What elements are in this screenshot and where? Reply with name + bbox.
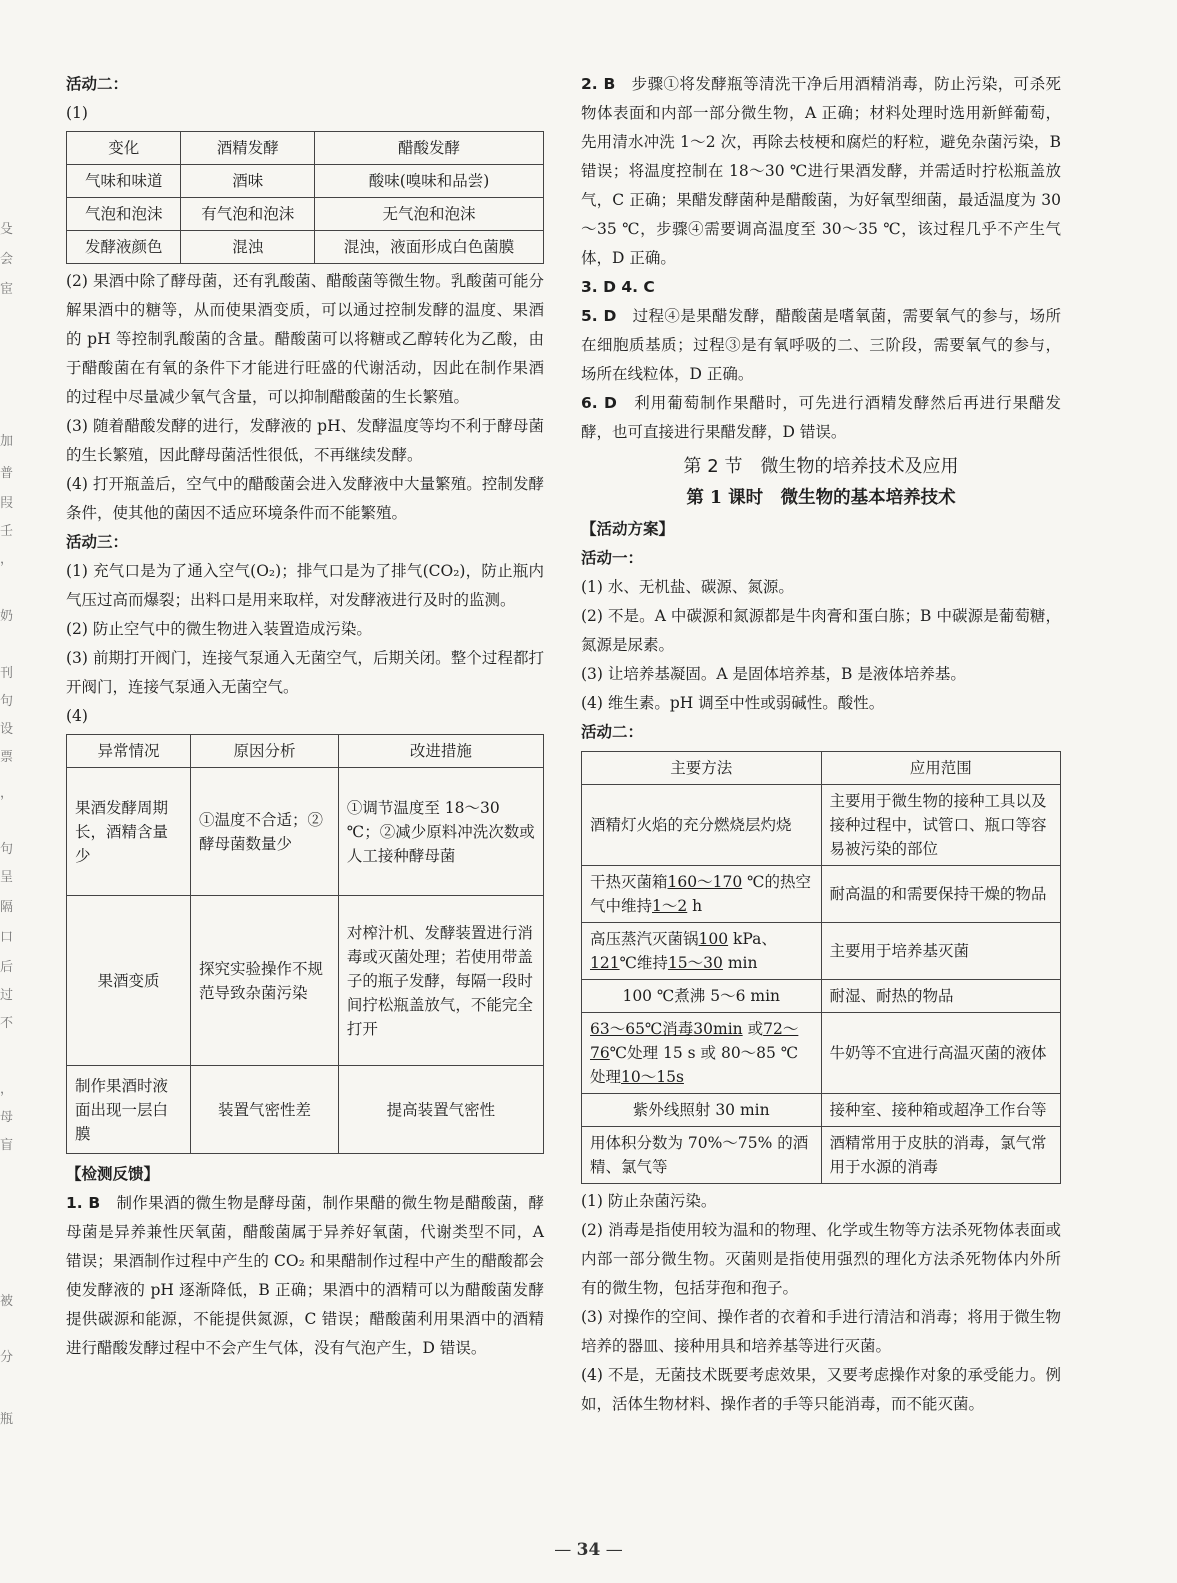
table-cell: 有气泡和泡沫 — [181, 198, 315, 231]
section-title: 第 2 节 微生物的培养技术及应用 — [683, 456, 959, 477]
edge-fragment: 会 — [0, 252, 14, 267]
edge-fragment: 句 — [0, 842, 14, 857]
table-header-cell: 应用范围 — [821, 752, 1061, 785]
table-cell: 气泡和泡沫 — [67, 198, 181, 231]
cell-text: ℃的热空气中维持 — [590, 873, 811, 915]
activity-three-heading: 活动三： — [66, 533, 129, 551]
answer-paragraph: 3. D 4. C — [581, 278, 655, 296]
table-cell: 酒精灯火焰的充分燃烧层灼烧 — [582, 785, 822, 866]
table-cell: 果酒变质 — [67, 896, 191, 1066]
answer-paragraph: (3) 随着醋酸发酵的进行，发酵液的 pH、发酵温度等均不利于酵母菌的生长繁殖，因此酵母菌活性很低，不再继续发酵。 — [66, 417, 544, 464]
table-cell — [582, 1013, 822, 1094]
cell-text: kPa、 — [728, 930, 777, 948]
answer-paragraph: (3) 前期打开阀门，连接气泵通入无菌空气，后期关闭。整个过程都打开阀门，连接气泵通入无菌空气。 — [66, 649, 544, 696]
edge-fragment: 被 — [0, 1294, 14, 1309]
fermentation-comparison-table — [66, 131, 544, 264]
edge-fragment: 后 — [0, 960, 14, 975]
table-row — [582, 1013, 1061, 1094]
table-cell: 耐高温的和需要保持干燥的物品 — [821, 866, 1061, 923]
table-row — [67, 896, 544, 1066]
table-cell: 无气泡和泡沫 — [315, 198, 544, 231]
table-row — [67, 768, 544, 896]
answer-paragraph: (4) 不是，无菌技术既要考虑效果，又要考虑操作对象的承受能力。例如，活体生物材料、操作者的手等只能消毒，而不能灭菌。 — [581, 1366, 1061, 1413]
table-cell: 酸味(嗅味和品尝) — [315, 165, 544, 198]
table-cell: 酒味 — [181, 165, 315, 198]
table-row — [67, 165, 544, 198]
plan-heading: 【活动方案】 — [581, 520, 675, 538]
sterilization-methods-table — [581, 751, 1061, 1184]
answer-paragraph: (1) 水、无机盐、碳源、氮源。 — [581, 578, 794, 596]
fill-blank: 100 — [698, 930, 729, 948]
table-cell: ①温度不合适；②酵母菌数量少 — [191, 768, 339, 896]
activity-two-heading: 活动二： — [66, 75, 129, 93]
table-header-cell: 原因分析 — [191, 735, 339, 768]
table-cell: 果酒发酵周期长，酒精含量少 — [67, 768, 191, 896]
table-cell — [582, 923, 822, 980]
answer-paragraph — [66, 1189, 544, 1363]
edge-fragment: ， — [0, 552, 14, 567]
table-header-row — [67, 735, 544, 768]
edge-fragment: 母 — [0, 1110, 14, 1125]
edge-fragment: 口 — [0, 930, 14, 945]
table-row — [582, 1094, 1061, 1127]
cell-text: ℃维持 — [619, 954, 668, 972]
activity-one-heading: 活动一： — [581, 549, 644, 567]
fill-blank: 121 — [590, 954, 620, 972]
table-cell: 100 ℃煮沸 5～6 min — [582, 980, 822, 1013]
cell-text: ℃处理 15 s 或 80～85 ℃处理 — [590, 1044, 799, 1086]
answer-text: 利用葡萄制作果醋时，可先进行酒精发酵然后再进行果醋发酵，也可直接进行果醋发酵，D 错误。 — [581, 394, 1061, 441]
table-row — [582, 866, 1061, 923]
cell-text: 高压蒸汽灭菌锅 — [590, 930, 699, 948]
table-row — [582, 923, 1061, 980]
question-label: (4) — [66, 707, 88, 725]
edge-fragment: 壬 — [0, 524, 14, 539]
answer-paragraph — [581, 70, 1061, 273]
table-row — [582, 1127, 1061, 1184]
answer-paragraph — [581, 389, 1061, 447]
table-header-row — [582, 752, 1061, 785]
edge-fragment: 句 — [0, 694, 14, 709]
troubleshooting-table — [66, 734, 544, 1154]
answer-paragraph: (1) 防止杂菌污染。 — [581, 1192, 717, 1210]
edge-fragment: 设 — [0, 722, 14, 737]
edge-fragment: ， — [0, 786, 14, 801]
table-cell: 气味和味道 — [67, 165, 181, 198]
answer-text: 制作果酒的微生物是酵母菌，制作果醋的微生物是醋酸菌，酵母菌是异养兼性厌氧菌，醋酸菌属于异养好氧菌，代谢类型不同，A 错误；果酒制作过程中产生的 CO₂ 和果醋制作过程中产生的醋酸都会使发酵液的 pH 逐渐降低，B 正确；果酒中的酒精可以为醋酸菌发酵提供碳源和能源，不能提供氮源，C 错误；醋酸菌利用果酒中的酒精进行醋酸发酵过程中不会产生气体，没有气泡产生，D 错误。 — [66, 1194, 544, 1357]
edge-fragment: 奶 — [0, 609, 14, 624]
cell-text: 或 — [742, 1020, 764, 1038]
table-header-cell: 醋酸发酵 — [315, 132, 544, 165]
answer-number: 6. D — [581, 394, 617, 412]
table-cell: 提高装置气密性 — [338, 1066, 543, 1154]
answer-paragraph: (2) 不是。A 中碳源和氮源都是牛肉膏和蛋白胨；B 中碳源是葡萄糖，氮源是尿素。 — [581, 607, 1061, 654]
edge-fragment: 殳 — [0, 222, 14, 237]
answer-text: 步骤①将发酵瓶等清洗干净后用酒精消毒，防止污染，可杀死物体表面和内部一部分微生物，A 正确；材料处理时选用新鲜葡萄，先用清水冲洗 1～2 次，再除去枝梗和腐烂的籽粒，避免杂菌污染，B 错误；将温度控制在 18～30 ℃进行果酒发酵，并需适时拧松瓶盖放气，C 正确；果醋发酵菌种是醋酸菌，为好氧型细菌，最适温度为 30～35 ℃，步骤④需要调高温度至 30～35 ℃，该过程几乎不产生气体，D 正确。 — [581, 75, 1061, 267]
fill-blank: 160～170 — [667, 873, 743, 891]
fill-blank: 63～65℃消毒 — [590, 1020, 694, 1038]
table-header-cell: 变化 — [67, 132, 181, 165]
table-cell: 发酵液颜色 — [67, 231, 181, 264]
fill-blank: 15～30 — [667, 954, 723, 972]
table-cell: 耐湿、耐热的物品 — [821, 980, 1061, 1013]
table-cell — [582, 866, 822, 923]
table-cell: 混浊 — [181, 231, 315, 264]
answer-paragraph: (4) 打开瓶盖后，空气中的醋酸菌会进入发酵液中大量繁殖。控制发酵条件，使其他的菌因不适应环境条件而不能繁殖。 — [66, 475, 544, 522]
table-row — [67, 231, 544, 264]
table-header-cell: 主要方法 — [582, 752, 822, 785]
edge-fragment: 盲 — [0, 1138, 14, 1153]
answer-paragraph: (1) 充气口是为了通入空气(O₂)；排气口是为了排气(CO₂)，防止瓶内气压过高而爆裂；出料口是用来取样，对发酵液进行及时的监测。 — [66, 562, 544, 609]
table-row — [582, 785, 1061, 866]
fill-blank: 1～2 — [652, 897, 688, 915]
cell-text: h — [687, 897, 703, 915]
table-cell: 酒精常用于皮肤的消毒，氯气常用于水源的消毒 — [821, 1127, 1061, 1184]
table-cell: ①调节温度至 18～30 ℃；②减少原料冲洗次数或人工接种酵母菌 — [338, 768, 543, 896]
answer-text: 过程④是果醋发酵，醋酸菌是嗜氧菌，需要氧气的参与，场所在细胞质基质；过程③是有氧呼吸的二、三阶段，需要氧气的参与，场所在线粒体，D 正确。 — [581, 307, 1061, 383]
answer-paragraph: (2) 防止空气中的微生物进入装置造成污染。 — [66, 620, 372, 638]
answer-paragraph: (2) 果酒中除了酵母菌，还有乳酸菌、醋酸菌等微生物。乳酸菌可能分解果酒中的糖等，从而使果酒变质，可以通过控制发酵的温度、果酒的 pH 等控制乳酸菌的含量。醋酸菌可以将糖或乙醇转化为乙酸，由于醋酸菌在有氧的条件下才能进行旺盛的代谢活动，因此在制作果酒的过程中尽量减少氧气含量，可以抑制醋酸菌的生长繁殖。 — [66, 272, 544, 406]
table-cell: 牛奶等不宜进行高温灭菌的液体 — [821, 1013, 1061, 1094]
left-column — [66, 70, 544, 1363]
edge-fragment: 隔 — [0, 900, 14, 915]
table-cell: 主要用于培养基灭菌 — [821, 923, 1061, 980]
answer-number: 1. B — [66, 1194, 101, 1212]
edge-fragment: 分 — [0, 1350, 14, 1365]
edge-fragment: 票 — [0, 750, 14, 765]
table-cell: 对榨汁机、发酵装置进行消毒或灭菌处理；若使用带盖子的瓶子发酵，每隔一段时间拧松瓶盖放气，不能完全打开 — [338, 896, 543, 1066]
table-header-cell: 酒精发酵 — [181, 132, 315, 165]
table-cell: 用体积分数为 70%～75% 的酒精、氯气等 — [582, 1127, 822, 1184]
answer-paragraph: (4) 维生素。pH 调至中性或弱碱性。酸性。 — [581, 694, 885, 712]
table-cell: 制作果酒时液面出现一层白膜 — [67, 1066, 191, 1154]
answer-paragraph: (3) 对操作的空间、操作者的衣着和手进行清洁和消毒；将用于微生物培养的器皿、接种用具和培养基等进行灭菌。 — [581, 1308, 1061, 1355]
table-row — [67, 198, 544, 231]
edge-fragment: 叚 — [0, 496, 14, 511]
edge-fragment: 宦 — [0, 282, 14, 297]
page-number-value: 34 — [576, 1540, 601, 1560]
table-row — [582, 980, 1061, 1013]
answer-paragraph: (2) 消毒是指使用较为温和的物理、化学或生物等方法杀死物体表面或内部一部分微生物。灭菌则是指使用强烈的理化方法杀死物体内外所有的微生物，包括芽孢和孢子。 — [581, 1221, 1061, 1297]
answer-number: 5. D — [581, 307, 617, 325]
feedback-heading: 【检测反馈】 — [66, 1165, 160, 1183]
activity-two-heading: 活动二： — [581, 723, 644, 741]
page-number: — 34 — — [554, 1540, 623, 1560]
answer-number: 2. B — [581, 75, 616, 93]
edge-fragment: 瓶 — [0, 1412, 14, 1427]
answer-paragraph: (3) 让培养基凝固。A 是固体培养基，B 是液体培养基。 — [581, 665, 966, 683]
table-cell: 紫外线照射 30 min — [582, 1094, 822, 1127]
edge-fragment: 刊 — [0, 666, 14, 681]
edge-fragment: 过 — [0, 988, 14, 1003]
cell-text: 干热灭菌箱 — [590, 873, 668, 891]
edge-fragment: 呈 — [0, 870, 14, 885]
answer-paragraph — [581, 302, 1061, 389]
edge-fragment: 普 — [0, 466, 14, 481]
table-cell: 接种室、接种箱或超净工作台等 — [821, 1094, 1061, 1127]
table-cell: 装置气密性差 — [191, 1066, 339, 1154]
question-label: (1) — [66, 104, 88, 122]
table-row — [67, 1066, 544, 1154]
edge-fragment: ， — [0, 1082, 14, 1097]
cell-text: min — [722, 954, 758, 972]
lesson-title: 第 1 课时 微生物的基本培养技术 — [686, 488, 956, 508]
edge-fragment: 加 — [0, 434, 14, 449]
table-cell: 主要用于微生物的接种工具以及接种过程中，试管口、瓶口等容易被污染的部位 — [821, 785, 1061, 866]
fill-blank: 30min — [693, 1020, 743, 1038]
table-cell: 混浊，液面形成白色菌膜 — [315, 231, 544, 264]
table-header-cell: 异常情况 — [67, 735, 191, 768]
table-cell: 探究实验操作不规范导致杂菌污染 — [191, 896, 339, 1066]
table-header-row — [67, 132, 544, 165]
edge-fragment: 不 — [0, 1016, 14, 1031]
fill-blank: 72～76 — [590, 1020, 799, 1062]
right-column — [581, 70, 1061, 1419]
table-header-cell: 改进措施 — [338, 735, 543, 768]
fill-blank: 10～15s — [621, 1068, 684, 1086]
